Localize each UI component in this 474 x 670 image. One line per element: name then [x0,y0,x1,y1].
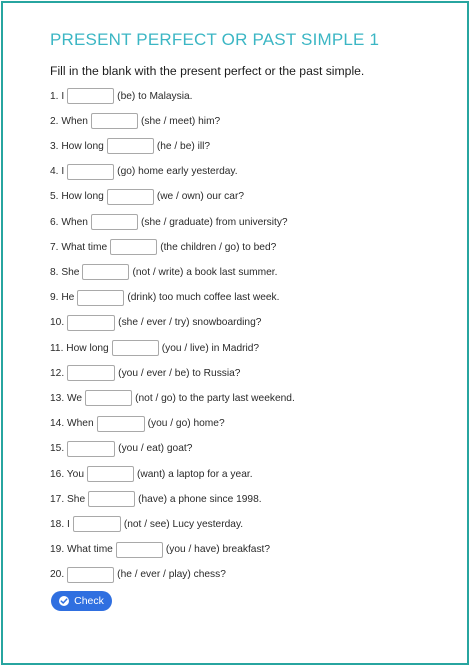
question-hint: (have) a phone since 1998. [138,493,262,505]
question-row [50,514,243,534]
question-row [50,212,288,232]
answer-input[interactable] [67,441,115,457]
answer-input[interactable] [112,340,159,356]
answer-input[interactable] [77,290,124,306]
question-hint: (want) a laptop for a year. [137,468,253,480]
instructions: Fill in the blank with the present perfect or the past simple. [50,64,365,78]
question-prompt: 12. [50,367,65,379]
question-row [50,540,270,560]
question-prompt: 5. How long [50,191,104,203]
question-row [50,111,220,131]
question-prompt: 16. You [50,468,84,480]
question-row [50,86,192,106]
question-row [50,388,295,408]
question-row [50,414,225,434]
answer-input[interactable] [73,516,121,532]
question-hint: (not / see) Lucy yesterday. [123,518,244,530]
question-hint: (you / live) in Madrid? [161,342,260,354]
question-prompt: 2. When [50,115,88,127]
question-hint: (she / meet) him? [140,115,221,127]
answer-input[interactable] [110,239,157,255]
question-hint: (not / go) to the party last weekend. [135,392,295,404]
page-title: PRESENT PERFECT OR PAST SIMPLE 1 [50,30,380,49]
question-prompt: 3. How long [50,140,104,152]
question-row [50,237,276,257]
question-hint: (you / eat) goat? [118,443,193,455]
question-row [50,136,210,156]
answer-input[interactable] [91,214,138,230]
question-prompt: 19. What time [50,544,113,556]
question-prompt: 1. I [50,90,65,102]
question-row [50,439,192,459]
check-circle-icon [59,596,69,606]
answer-input[interactable] [107,189,154,205]
question-hint: (you / ever / be) to Russia? [118,367,241,379]
answer-input[interactable] [85,390,132,406]
check-button-label: Check [74,595,104,607]
check-button[interactable] [51,591,112,611]
question-prompt: 10. [50,317,65,329]
question-prompt: 13. We [50,392,83,404]
question-row [50,363,240,383]
question-row [50,162,238,182]
answer-input[interactable] [88,491,135,507]
question-prompt: 15. [50,443,65,455]
question-row [50,338,259,358]
answer-input[interactable] [107,138,154,154]
question-hint: (she / graduate) from university? [140,216,288,228]
question-hint: (you / go) home? [147,418,225,430]
question-prompt: 18. I [50,518,70,530]
question-hint: (she / ever / try) snowboarding? [118,317,262,329]
answer-input[interactable] [67,315,115,331]
answer-input[interactable] [116,542,163,558]
question-row [50,489,262,509]
question-hint: (go) home early yesterday. [117,166,238,178]
question-row [50,187,244,207]
question-hint: (you / have) breakfast? [165,544,271,556]
question-row [50,464,253,484]
answer-input[interactable] [91,113,138,129]
question-hint: (we / own) our car? [156,191,245,203]
question-prompt: 6. When [50,216,88,228]
question-hint: (be) to Malaysia. [117,90,193,102]
question-prompt: 11. How long [50,342,109,354]
answer-input[interactable] [67,88,114,104]
question-row [50,288,280,308]
answer-input[interactable] [67,164,114,180]
question-prompt: 9. He [50,292,75,304]
question-hint: (he / be) ill? [156,140,211,152]
answer-input[interactable] [82,264,129,280]
answer-input[interactable] [87,466,134,482]
answer-input[interactable] [97,416,145,432]
question-hint: (not / write) a book last summer. [132,266,278,278]
answer-input[interactable] [67,567,114,583]
question-prompt: 17. She [50,493,86,505]
question-hint: (drink) too much coffee last week. [127,292,280,304]
question-row [50,262,277,282]
question-row [50,565,226,585]
question-row [50,313,261,333]
question-hint: (the children / go) to bed? [160,241,277,253]
question-prompt: 7. What time [50,241,108,253]
question-prompt: 8. She [50,266,80,278]
question-hint: (he / ever / play) chess? [117,569,226,581]
question-prompt: 20. [50,569,65,581]
question-prompt: 14. When [50,418,94,430]
answer-input[interactable] [67,365,115,381]
question-prompt: 4. I [50,166,65,178]
